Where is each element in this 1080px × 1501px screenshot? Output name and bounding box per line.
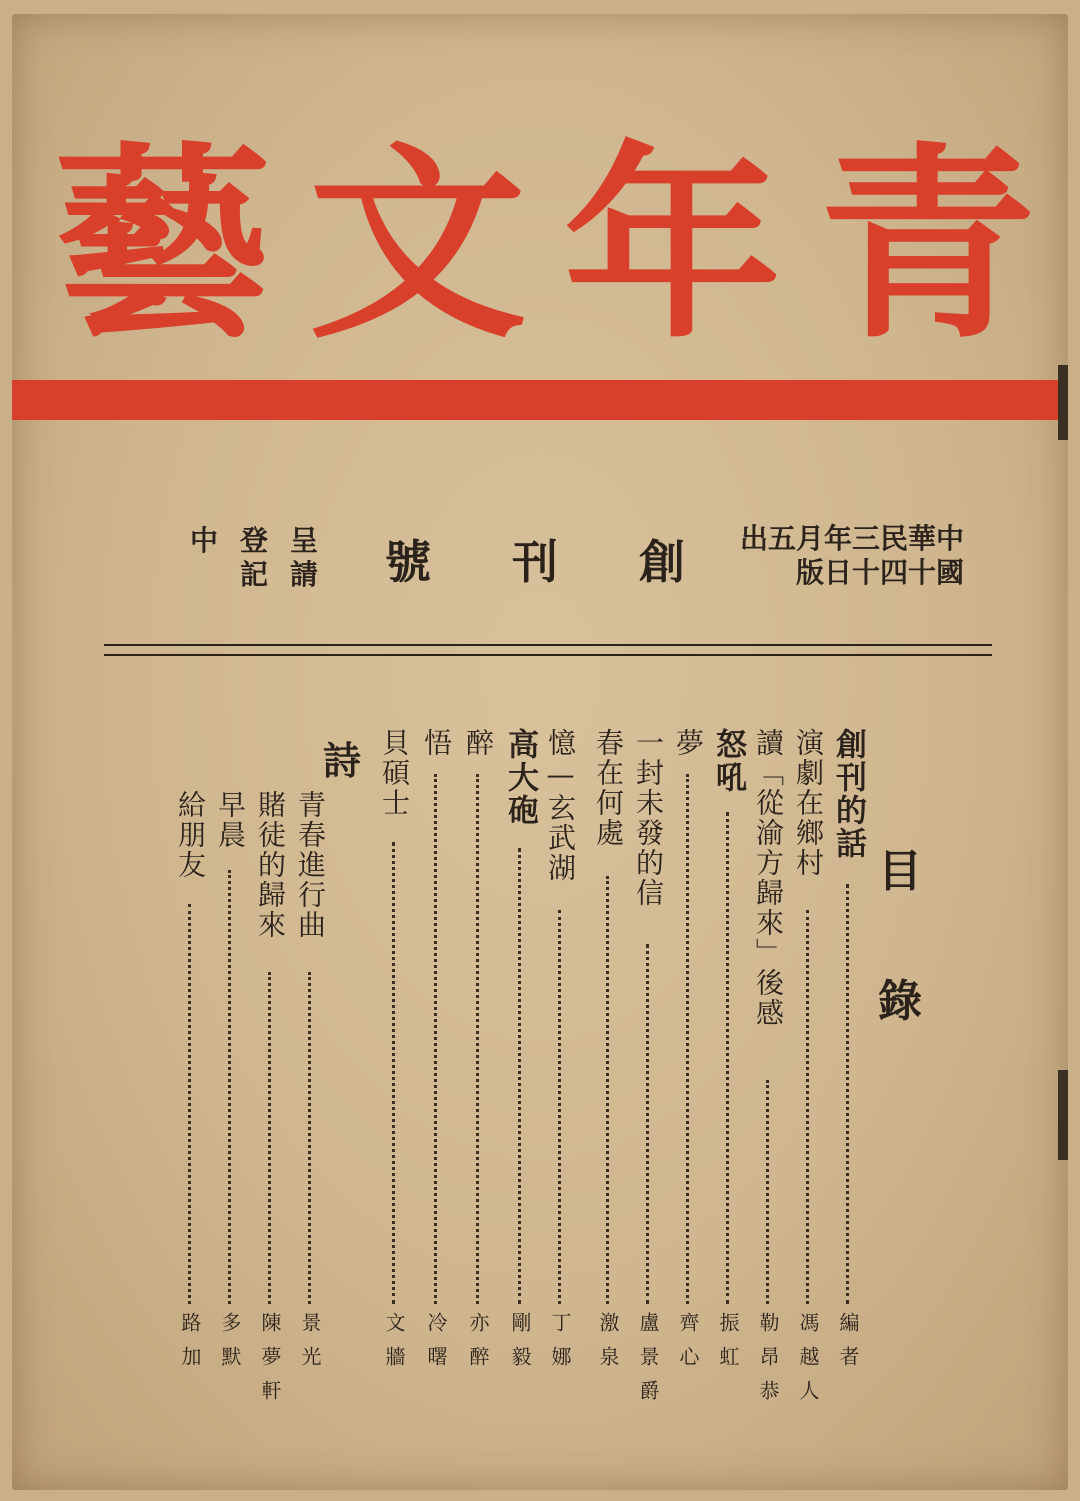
- toc-leader-dots: [308, 972, 311, 1304]
- toc-entry-title: 春在何處: [592, 728, 625, 848]
- toc-entry-title: 早晨: [214, 790, 247, 850]
- toc-entry-author: 剛毅: [508, 1312, 532, 1380]
- toc-leader-dots: [646, 944, 649, 1304]
- toc-entry: [540, 728, 580, 1418]
- title-char-1: 藝: [53, 123, 272, 367]
- toc-entry-author: 編者: [836, 1312, 860, 1380]
- toc-entry-author: 陳夢軒: [258, 1312, 282, 1414]
- toc-entry-author: 亦醉: [466, 1312, 490, 1380]
- toc-leader-dots: [726, 812, 729, 1304]
- title-char-2: 文: [308, 123, 527, 367]
- toc-entry-title: 一封未發的信: [632, 728, 665, 908]
- toc-entry-author: 多默: [218, 1312, 242, 1380]
- toc-leader-dots: [228, 870, 231, 1304]
- contents-heading-char-2: 錄: [878, 976, 922, 1027]
- toc-leader-dots: [686, 774, 689, 1304]
- toc-entry: [458, 728, 498, 1418]
- toc-entry-title: 演劇在鄉村: [792, 728, 825, 878]
- toc-entry-title: 創刊的話: [830, 728, 866, 860]
- toc-entry-author: 冷曙: [424, 1312, 448, 1380]
- toc-entry-author: 文牆: [382, 1312, 406, 1380]
- toc-leader-dots: [476, 774, 479, 1304]
- toc-entry: [588, 728, 628, 1418]
- registration-line-2: 請記: [240, 558, 341, 591]
- toc-entry: [374, 728, 414, 1418]
- toc-entry-author: 激泉: [596, 1312, 620, 1380]
- toc-entry-title: 給朋友: [174, 790, 207, 880]
- issue-char-1: 號: [385, 535, 431, 589]
- toc-entry-author: 盧景爵: [636, 1312, 660, 1414]
- toc-entry-author: 馮越人: [796, 1312, 820, 1414]
- date-block: [740, 522, 964, 590]
- toc-entry: [628, 728, 668, 1418]
- binding-staple-bottom: [1058, 1070, 1068, 1160]
- toc-entry-author: 勒昂恭: [756, 1312, 780, 1414]
- toc-entry: [210, 790, 250, 1480]
- red-divider-bar: [12, 380, 1062, 420]
- toc-entry-author: 丁娜: [548, 1312, 572, 1380]
- toc-entry: [170, 790, 210, 1480]
- date-line-2: 國十四十日版: [796, 556, 965, 589]
- toc-entry-title: 青春進行曲: [294, 790, 327, 940]
- toc-leader-dots: [392, 842, 395, 1304]
- toc-entry-title: 讀「從渝方歸來」後感: [752, 728, 785, 1028]
- toc-leader-dots: [606, 876, 609, 1304]
- toc-entry-title: 悟: [420, 728, 453, 758]
- divider-rule-top: [104, 644, 992, 646]
- toc-entry: [500, 728, 540, 1418]
- toc-entry: [748, 728, 788, 1418]
- toc-entry-title: 醉: [462, 728, 495, 758]
- divider-rule-bottom: [104, 654, 992, 656]
- toc-leader-dots: [268, 972, 271, 1304]
- toc-leader-dots: [518, 848, 521, 1304]
- toc-entry-author: 路加: [178, 1312, 202, 1380]
- toc-leader-dots: [766, 1080, 769, 1304]
- registration-block: [188, 524, 340, 592]
- registration-line-1: 呈登中: [190, 524, 341, 557]
- toc-entry-title: 夢: [672, 728, 705, 758]
- date-line-1: 中華民三年月五出: [740, 522, 965, 555]
- toc-entry-title: 貝碩士: [378, 728, 411, 818]
- toc-entry-title: 憶—玄武湖: [544, 728, 577, 883]
- toc-entry: [290, 790, 330, 1480]
- toc-entry: [788, 728, 828, 1418]
- toc-leader-dots: [188, 904, 191, 1304]
- poetry-section-heading: 詩: [322, 738, 361, 783]
- toc-entry-title: 賭徒的歸來: [254, 790, 287, 940]
- toc-entry-author: 景光: [298, 1312, 322, 1380]
- toc-entry-author: 振虹: [716, 1312, 740, 1380]
- toc-entry: [708, 728, 748, 1418]
- toc-entry: [416, 728, 456, 1418]
- toc-entry: [668, 728, 708, 1418]
- issue-label: [385, 526, 685, 592]
- magazine-title: [40, 120, 1050, 370]
- toc-entry-title: 怒吼: [710, 728, 746, 794]
- title-char-3: 年: [563, 123, 782, 367]
- toc-leader-dots: [806, 910, 809, 1304]
- toc-entry: [828, 728, 868, 1418]
- title-char-4: 青: [818, 123, 1037, 367]
- toc-leader-dots: [434, 774, 437, 1304]
- toc-entry-title: 高大砲: [502, 728, 538, 827]
- contents-heading-char-1: 目: [878, 846, 922, 897]
- binding-staple-top: [1058, 365, 1068, 440]
- toc-entry: [250, 790, 290, 1480]
- issue-char-3: 創: [639, 535, 685, 589]
- issue-char-2: 刊: [512, 535, 558, 589]
- toc-entry-author: 齊心: [676, 1312, 700, 1380]
- toc-leader-dots: [846, 884, 849, 1304]
- toc-leader-dots: [558, 910, 561, 1304]
